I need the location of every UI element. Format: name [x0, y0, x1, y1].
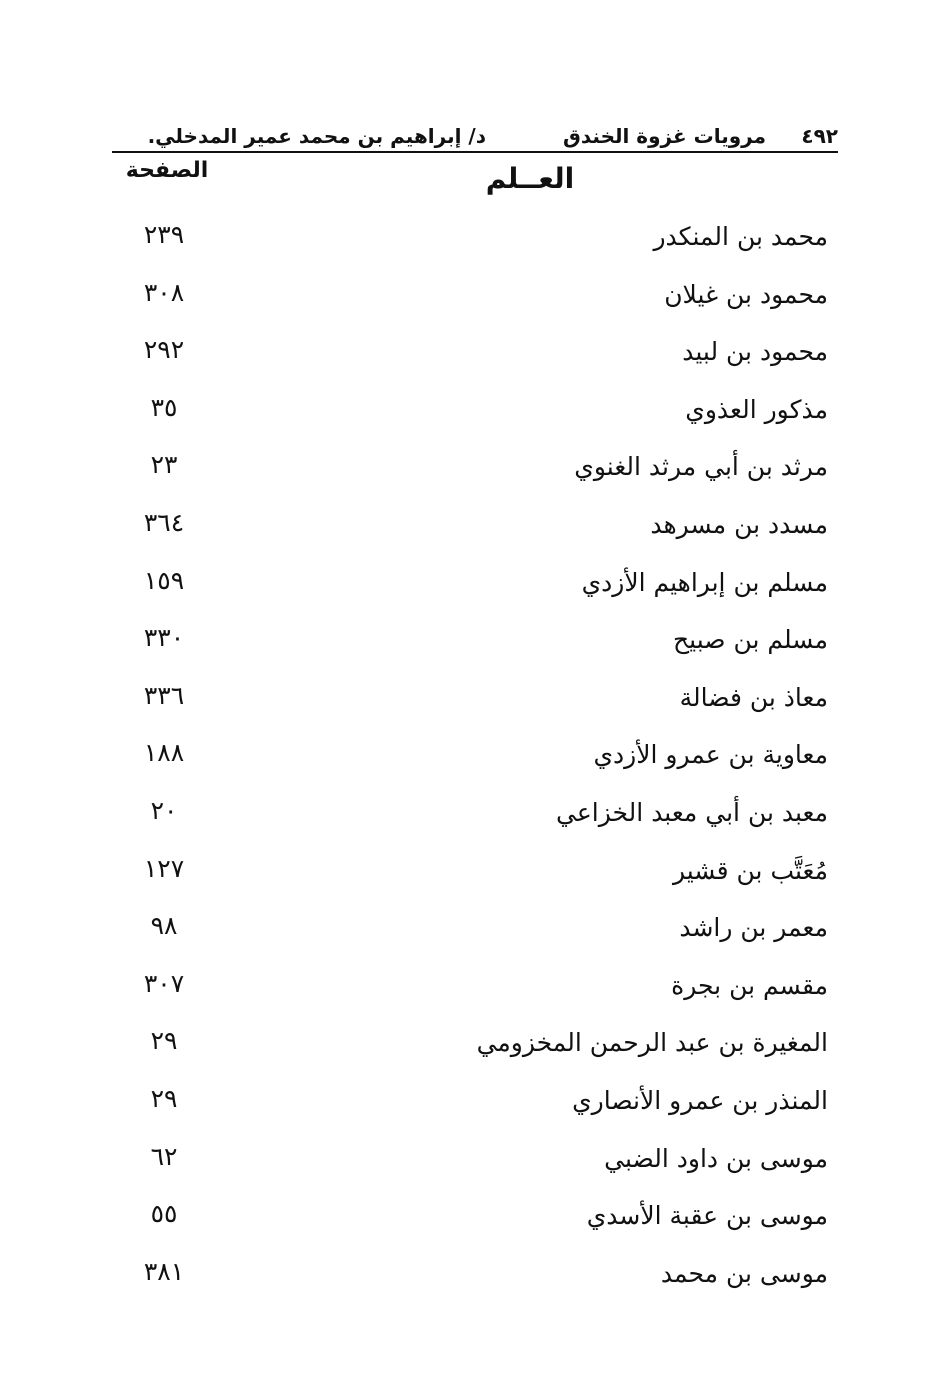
index-row [112, 1191, 832, 1249]
column-header-page: الصفحة [125, 158, 209, 183]
index-list [112, 212, 832, 1306]
entry-page-number: ٥٥ [150, 1199, 178, 1229]
entry-page-number: ٢٩ [150, 1026, 178, 1056]
entry-page-number: ٣٦٤ [143, 507, 185, 537]
index-row [112, 846, 832, 904]
entry-name: محمد بن المنكدر [653, 222, 828, 251]
entry-name: المنذر بن عمرو الأنصاري [572, 1085, 828, 1115]
author-name: د/ إبراهيم بن محمد عمير المدخلي. [147, 124, 486, 148]
entry-page-number: ٢٣٩ [143, 220, 185, 249]
entry-page-number: ٣٣٠ [143, 623, 185, 653]
index-row [112, 788, 832, 846]
index-row [112, 212, 832, 270]
entry-page-number: ٦٢ [150, 1141, 178, 1171]
entry-page-number: ٣٣٦ [143, 680, 185, 710]
entry-name: موسى بن عقبة الأسدي [586, 1201, 828, 1231]
entry-name: مُعَتَّب بن قشير [672, 855, 828, 885]
entry-name: معاوية بن عمرو الأزدي [593, 740, 828, 770]
index-row [112, 270, 832, 328]
entry-page-number: ٩٨ [150, 911, 178, 941]
entry-name: موسى بن محمد [660, 1258, 828, 1288]
index-row [112, 1018, 832, 1076]
header-rule [112, 151, 838, 153]
page-number: ٤٩٢ [801, 124, 838, 148]
entry-page-number: ٣٠٧ [143, 968, 185, 998]
entry-name: موسى بن داود الضبي [604, 1143, 828, 1173]
index-row [112, 1076, 832, 1134]
entry-page-number: ١٥٩ [143, 565, 185, 595]
running-header [112, 120, 838, 154]
entry-name: المغيرة بن عبد الرحمن المخزومي [476, 1028, 828, 1058]
column-header-name: العــلم [485, 162, 575, 195]
entry-name: معمر بن راشد [679, 913, 828, 943]
index-row [112, 327, 832, 385]
index-row [112, 385, 832, 443]
entry-name: مسلم بن إبراهيم الأزدي [581, 567, 828, 597]
index-row [112, 730, 832, 788]
entry-page-number: ٣٠٨ [143, 277, 185, 307]
entry-name: محمود بن لبيد [682, 337, 828, 367]
index-row [112, 961, 832, 1019]
entry-page-number: ٢٣ [150, 450, 178, 480]
index-row [112, 615, 832, 673]
index-row [112, 558, 832, 616]
entry-name: مذكور العذوي [685, 394, 828, 424]
entry-page-number: ٢٩٢ [143, 335, 185, 365]
entry-page-number: ٣٨١ [143, 1256, 185, 1286]
entry-name: محمود بن غيلان [664, 279, 828, 309]
entry-page-number: ١٨٨ [143, 738, 185, 768]
index-row [112, 500, 832, 558]
entry-name: مسلم بن صبيح [673, 625, 828, 655]
entry-name: مسدد بن مسرهد [650, 509, 828, 539]
index-row [112, 1249, 832, 1307]
entry-name: مقسم بن بجرة [671, 970, 828, 1000]
index-row [112, 442, 832, 500]
index-row [112, 1134, 832, 1192]
index-row [112, 903, 832, 961]
entry-page-number: ٣٥ [150, 392, 178, 422]
entry-name: معاذ بن فضالة [679, 682, 828, 712]
entry-name: مرثد بن أبي مرثد الغنوي [574, 452, 828, 482]
entry-page-number: ٢٠ [150, 795, 178, 825]
entry-page-number: ٢٩ [150, 1083, 178, 1113]
entry-name: معبد بن أبي معبد الخزاعي [556, 797, 828, 827]
index-row [112, 673, 832, 731]
book-title: مرويات غزوة الخندق [562, 124, 766, 148]
entry-page-number: ١٢٧ [143, 853, 185, 883]
